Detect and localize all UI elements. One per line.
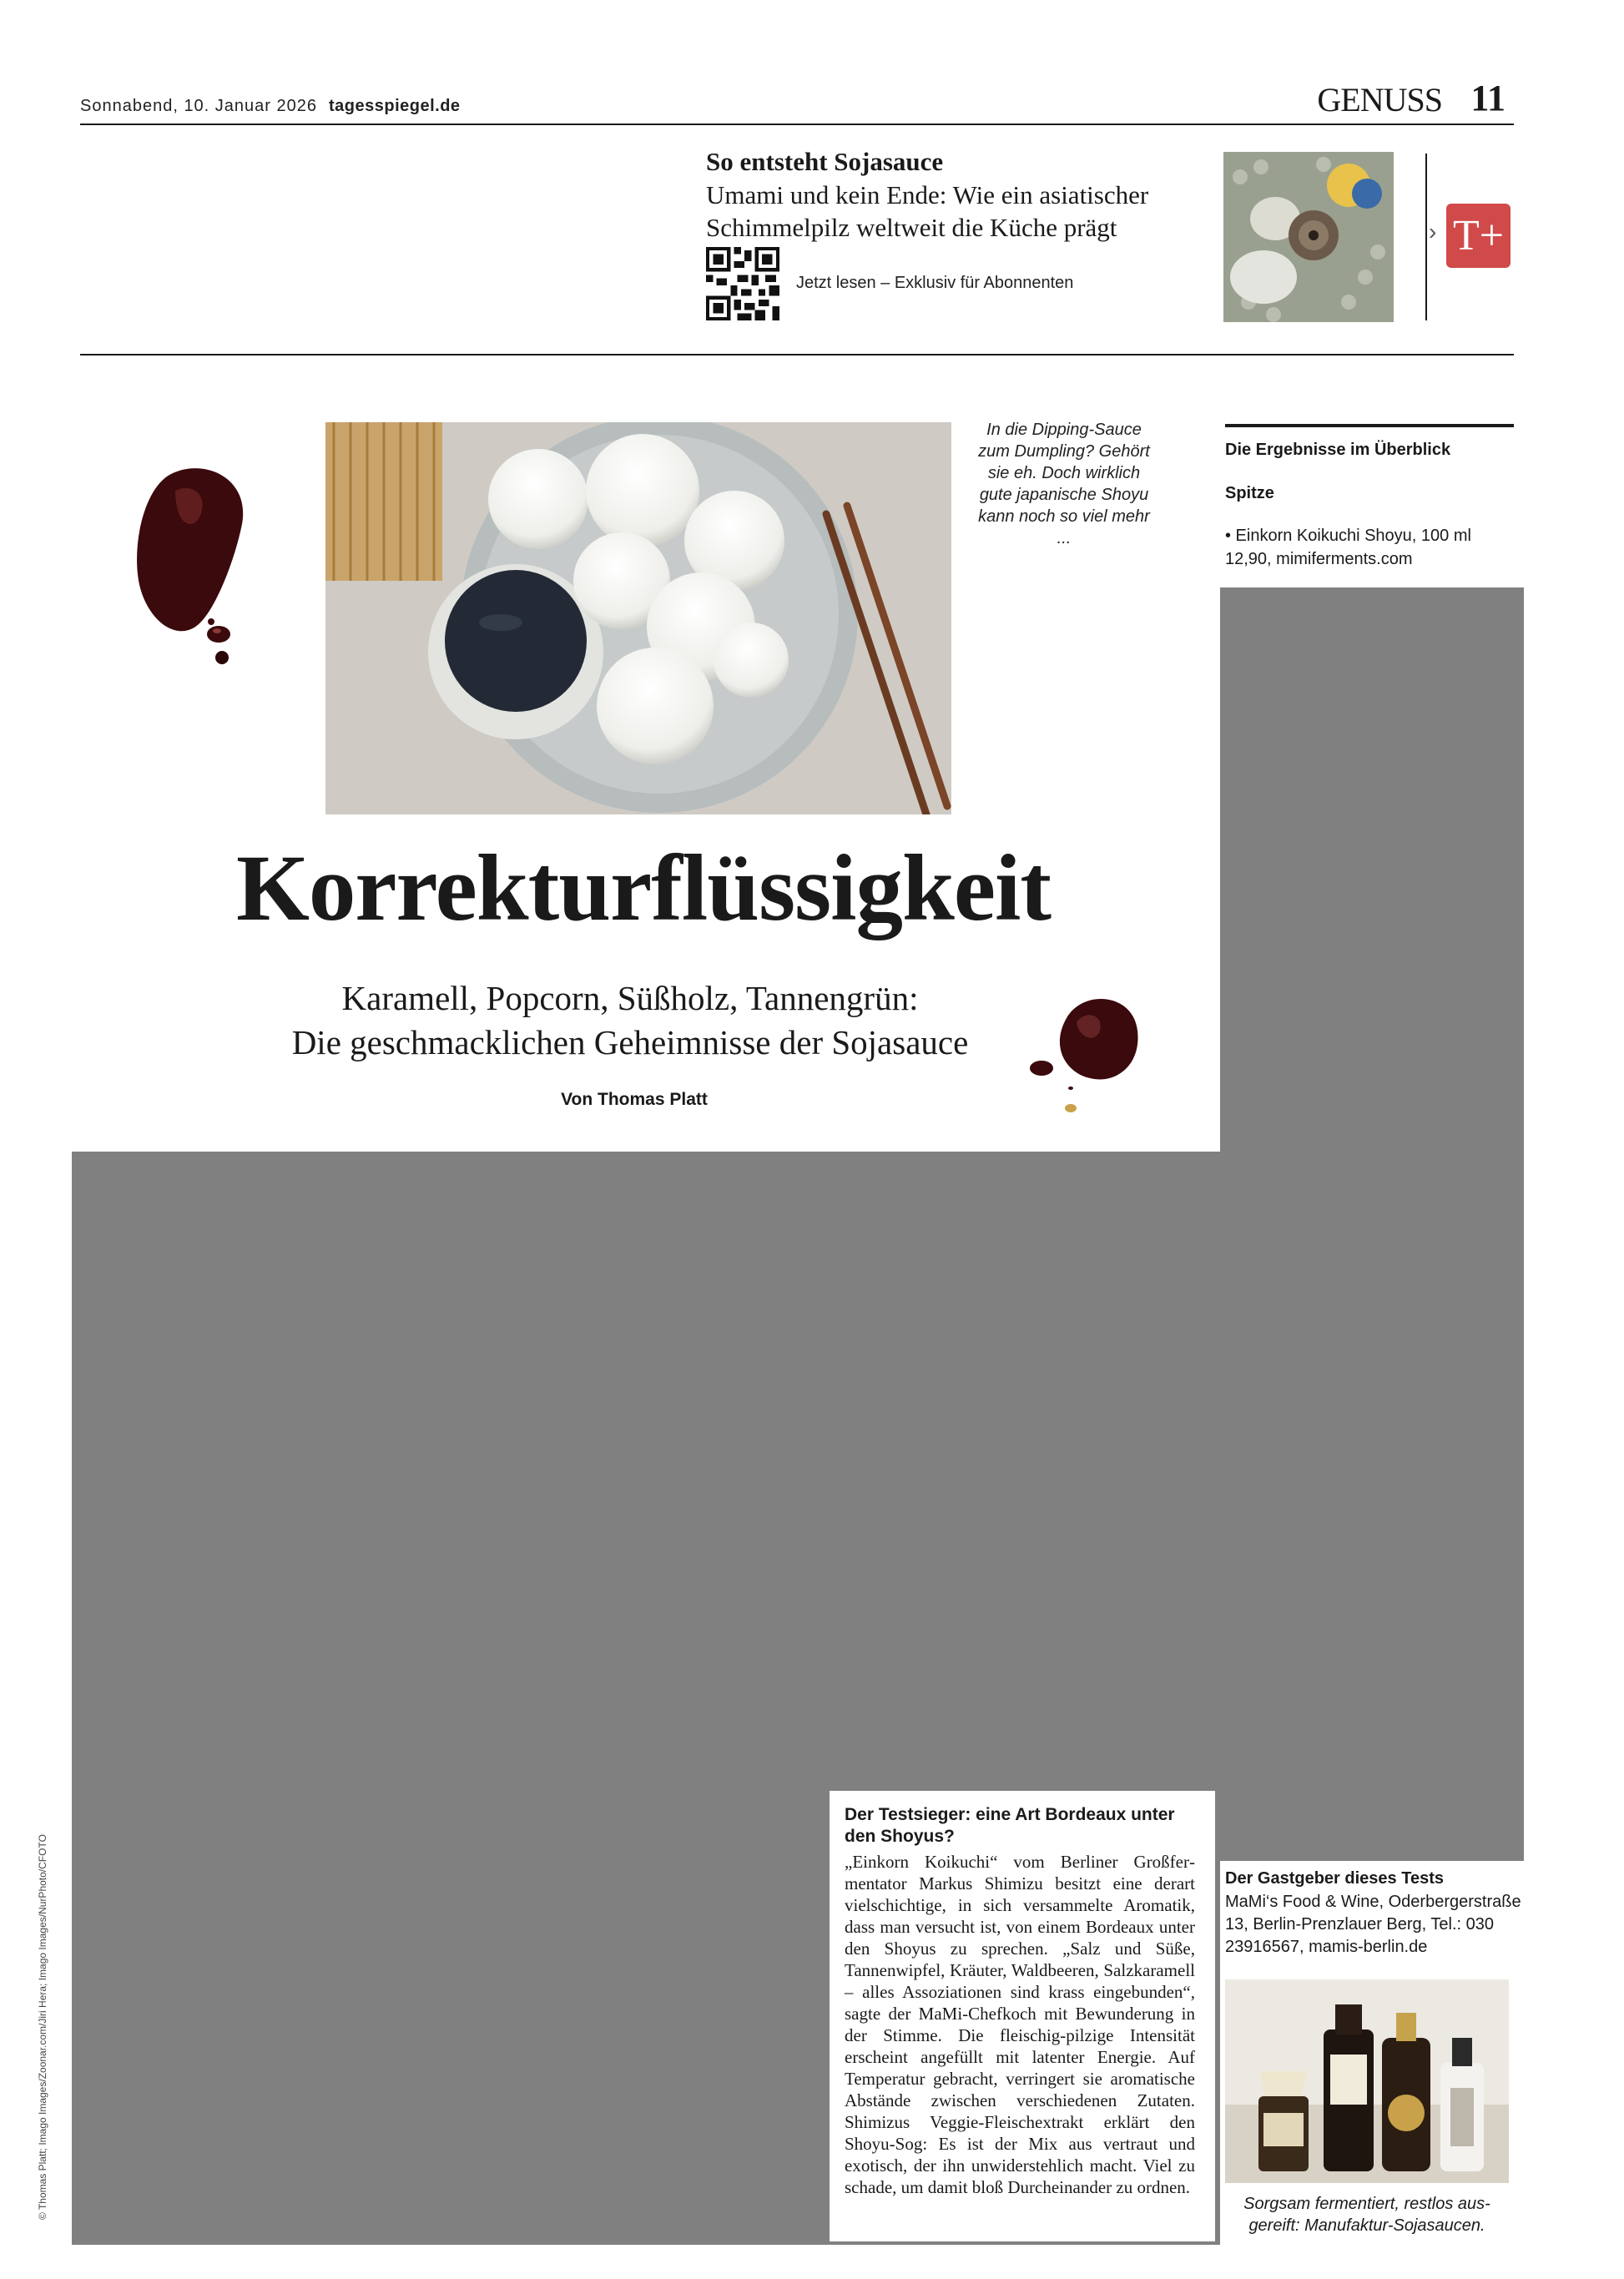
article-body: „Einkorn Koikuchi“ vom Berliner Großfermentator Markus Shimizu besitzt eine derart vielschichtige, in sich versammelte Aromatik, dass man versucht ist, von einem Bordeaux unter den Shoyus zu sprechen. „Salz und Süße, Tannenwipfel, Kräuter, Waldbeeren, Salzkaramell – alles Assoziationen sind krass eingebunden“, sagte der MaMi-Chefkoch mit Bewunderung in der Stimme. Die fleischig-pilzige Intensität erscheint angefüllt mit latenter Energie. Auf Temperatur gebracht, verringert sie aromatische Abstände zwischen verschiedenen Zutaten. Shimizus Veggie-Fleischextrakt erklärt den Shoyu-Sog: Es ist der Mix aus vertraut und exotisch, der ihn unwiderstehlich macht. Viel zu schade, um damit bloß Durcheinander zu ordnen. bbox=[845, 1852, 1195, 2197]
subheadline bbox=[167, 976, 1093, 1065]
qr-code[interactable] bbox=[706, 247, 779, 320]
results-title: Die Ergebnisse im Überblick bbox=[1225, 441, 1451, 459]
results-item: • Einkorn Koikuchi Shoyu, 100 ml 12,90, mimiferments.com bbox=[1225, 527, 1471, 568]
dumpling-photo bbox=[325, 422, 951, 814]
results-category: Spitze bbox=[1225, 484, 1274, 502]
host-title: Der Gastgeber dieses Tests bbox=[1225, 1869, 1444, 1888]
article-headline: Der Testsieger: eine Art Bordeaux unter den Shoyus? bbox=[845, 1805, 1175, 1846]
photo-credit: © Thomas Platt; Imago Images/Zoonar.com/Jiri Hera; Imago Images/NurPhoto/CFOTO bbox=[37, 1834, 48, 2220]
byline: Von Thomas Platt bbox=[561, 1090, 708, 1109]
site-link[interactable]: tagesspiegel.de bbox=[329, 97, 461, 115]
date-line bbox=[80, 97, 461, 116]
teaser-text: Umami und kein Ende: Wie ein asiatischer Schimmelpilz weltweit die Küche prägt bbox=[706, 180, 1149, 242]
subheadline-line-1: Karamell, Popcorn, Süßholz, Tannengrün: bbox=[341, 979, 919, 1017]
subheadline-line-2: Die geschmacklichen Geheimnisse der Sojasauce bbox=[291, 1023, 969, 1061]
header-rule bbox=[80, 124, 1514, 125]
host-caption: Sorgsam fermentiert, restlos ausgereift: Manufaktur-Sojasaucen. bbox=[1243, 2195, 1490, 2235]
host-text: MaMi‘s Food & Wine, Oderbergerstraße 13, Berlin-Prenzlauer Berg, Tel.: 030 23916567, mamis-berlin.de bbox=[1225, 1893, 1521, 1956]
chevron-right-icon: › bbox=[1429, 219, 1437, 245]
soy-drop-illustration bbox=[125, 457, 250, 674]
tplus-badge[interactable]: T+ bbox=[1446, 204, 1511, 268]
teaser-rule bbox=[80, 354, 1514, 355]
teaser-cta[interactable]: Jetzt lesen – Exklusiv für Abonnenten bbox=[796, 274, 1074, 292]
ad-placeholder-right bbox=[1220, 587, 1524, 1861]
photo-caption: In die Dipping-Sauce zum Dumpling? Gehört sie eh. Doch wirklich gute japanische Shoyu kann noch so viel mehr ... bbox=[978, 421, 1150, 547]
results-rule bbox=[1225, 424, 1514, 427]
soy-bottles-photo bbox=[1225, 1979, 1509, 2183]
page-number: 11 bbox=[1470, 78, 1505, 118]
teaser-divider bbox=[1425, 154, 1427, 320]
teaser-title[interactable]: So entsteht Sojasauce bbox=[706, 147, 944, 176]
section-name: GENUSS bbox=[1317, 81, 1442, 118]
headline: Korrekturflüssigkeit bbox=[235, 836, 1052, 940]
teaser-photo[interactable] bbox=[1223, 152, 1394, 322]
issue-date: Sonnabend, 10. Januar 2026 bbox=[80, 97, 317, 115]
